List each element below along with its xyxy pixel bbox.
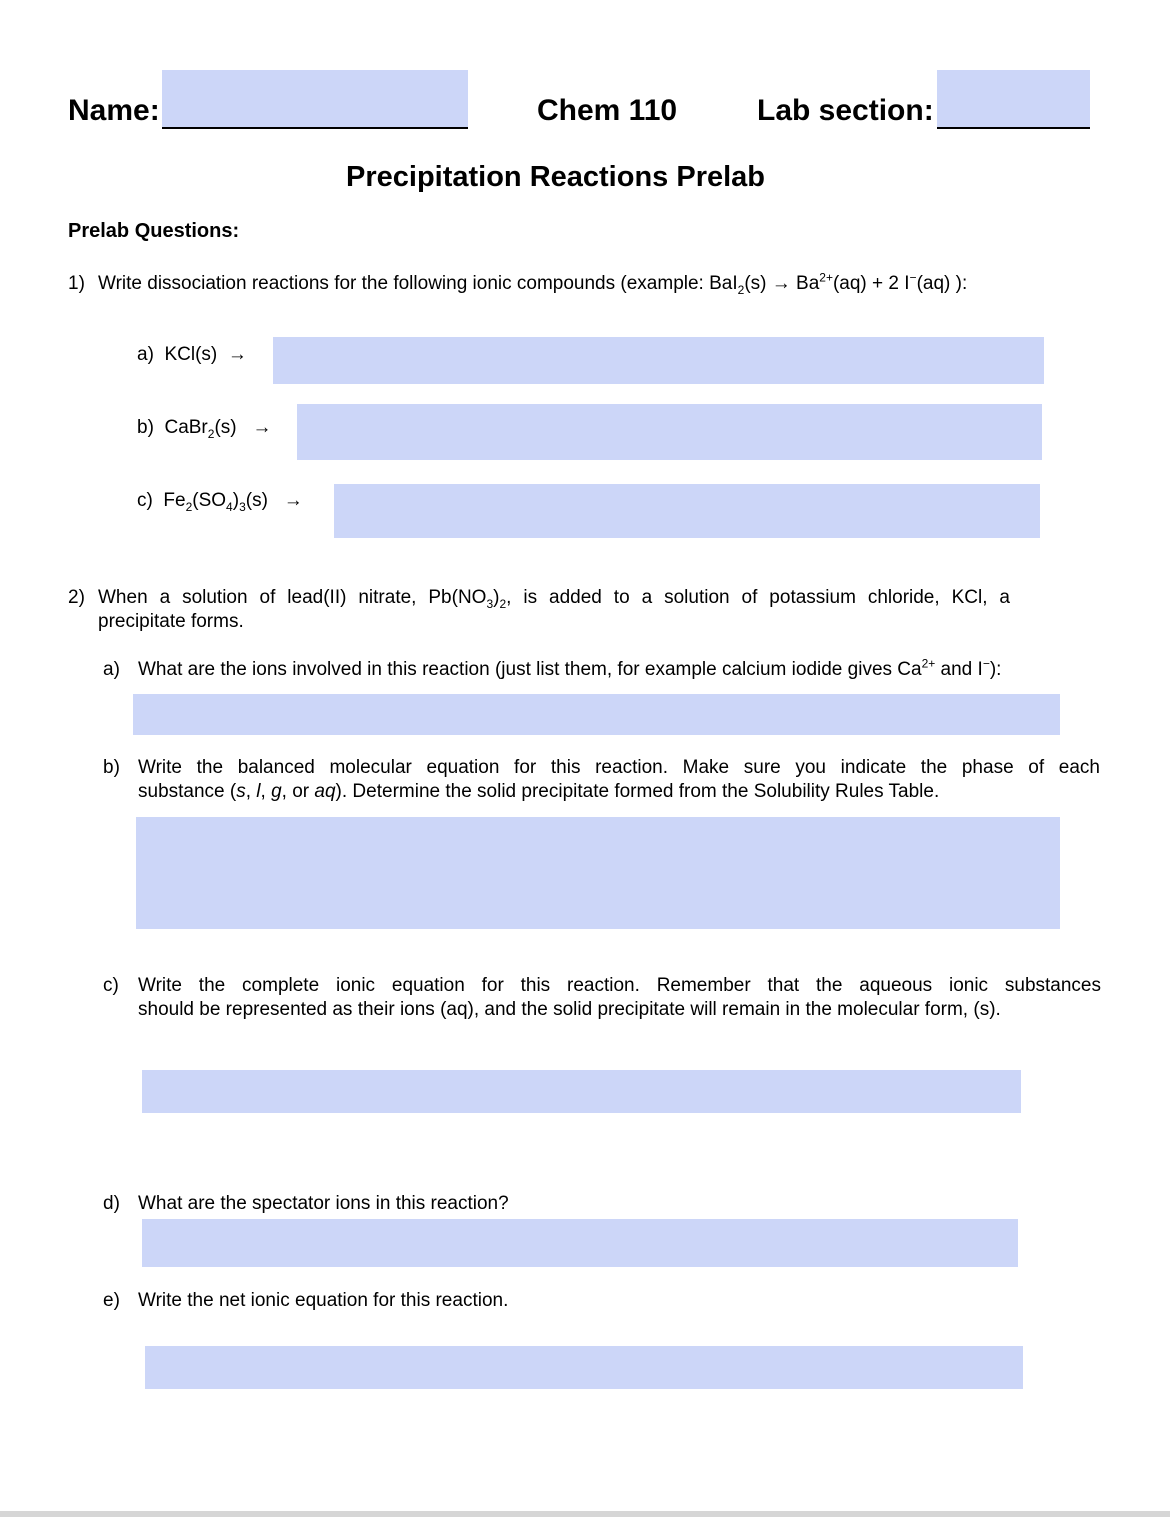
q2c-label: c)	[103, 975, 119, 996]
q2d-text: What are the spectator ions in this reaction?	[138, 1193, 509, 1214]
arrow-icon: →	[252, 417, 272, 438]
q2-number: 2)	[68, 587, 85, 608]
q2b-answer-field[interactable]	[136, 817, 1060, 929]
q2c-text: Write the complete ionic equation for this reaction. Remember that the aqueous ionic substances should be represented as their ions (aq), and the solid precipitate will remain in the molecular form, (s).	[138, 975, 1101, 1020]
q2-intro: When a solution of lead(II) nitrate, $Pb(NO_3)_2$, is added to a solution of potassium chloride, KCl, a precipitate forms.	[98, 587, 1010, 632]
q2a-label: a)	[103, 659, 120, 680]
q2c-answer-field[interactable]	[142, 1070, 1021, 1113]
course-title: Chem 110	[537, 94, 678, 127]
q2b-label: b)	[103, 757, 120, 778]
name-label: Name:	[68, 94, 160, 127]
q2e-answer-field[interactable]	[145, 1346, 1023, 1389]
q1a-answer-field[interactable]	[273, 337, 1044, 384]
name-field[interactable]	[162, 70, 468, 129]
q2a-text: What are the ions involved in this reaction (just list them, for example calcium iodide gives $Ca^{2+}$ and I−):	[138, 656, 1002, 680]
arrow-icon: →	[227, 344, 247, 365]
page-bottom-edge	[0, 1511, 1170, 1517]
q2a-answer-field[interactable]	[133, 694, 1060, 735]
q1b-answer-field[interactable]	[297, 404, 1042, 460]
page-title: Precipitation Reactions Prelab	[346, 161, 766, 193]
q1c-answer-field[interactable]	[334, 484, 1040, 538]
q1a-label: a) KCl(s) →	[137, 344, 247, 365]
q2d-answer-field[interactable]	[142, 1219, 1018, 1267]
q2e-label: e)	[103, 1290, 120, 1311]
q1-prompt: Write dissociation reactions for the following ionic compounds (example: $BaI_2(s) \to Ba^{2+}(aq) + 2$ I−(aq) ):	[98, 270, 968, 297]
q1c-label: c) $Fe_2(SO_4)_3(s)$ →	[137, 490, 303, 514]
arrow-icon: →	[283, 490, 303, 511]
q2e-text: Write the net ionic equation for this reaction.	[138, 1290, 509, 1311]
q1b-label: b) CaBr$_2$(s) →	[137, 417, 272, 441]
q2d-label: d)	[103, 1193, 120, 1214]
lab-section-field[interactable]	[937, 70, 1090, 129]
q1-number: 1)	[68, 273, 85, 294]
q2b-text: Write the balanced molecular equation for this reaction. Make sure you indicate the phase of each substance (s, l, g, or aq). Determine the solid precipitate formed from the Solubility Rules Table.	[138, 757, 1100, 802]
prelab-heading: Prelab Questions:	[68, 220, 240, 242]
lab-section-label: Lab section:	[757, 94, 934, 127]
